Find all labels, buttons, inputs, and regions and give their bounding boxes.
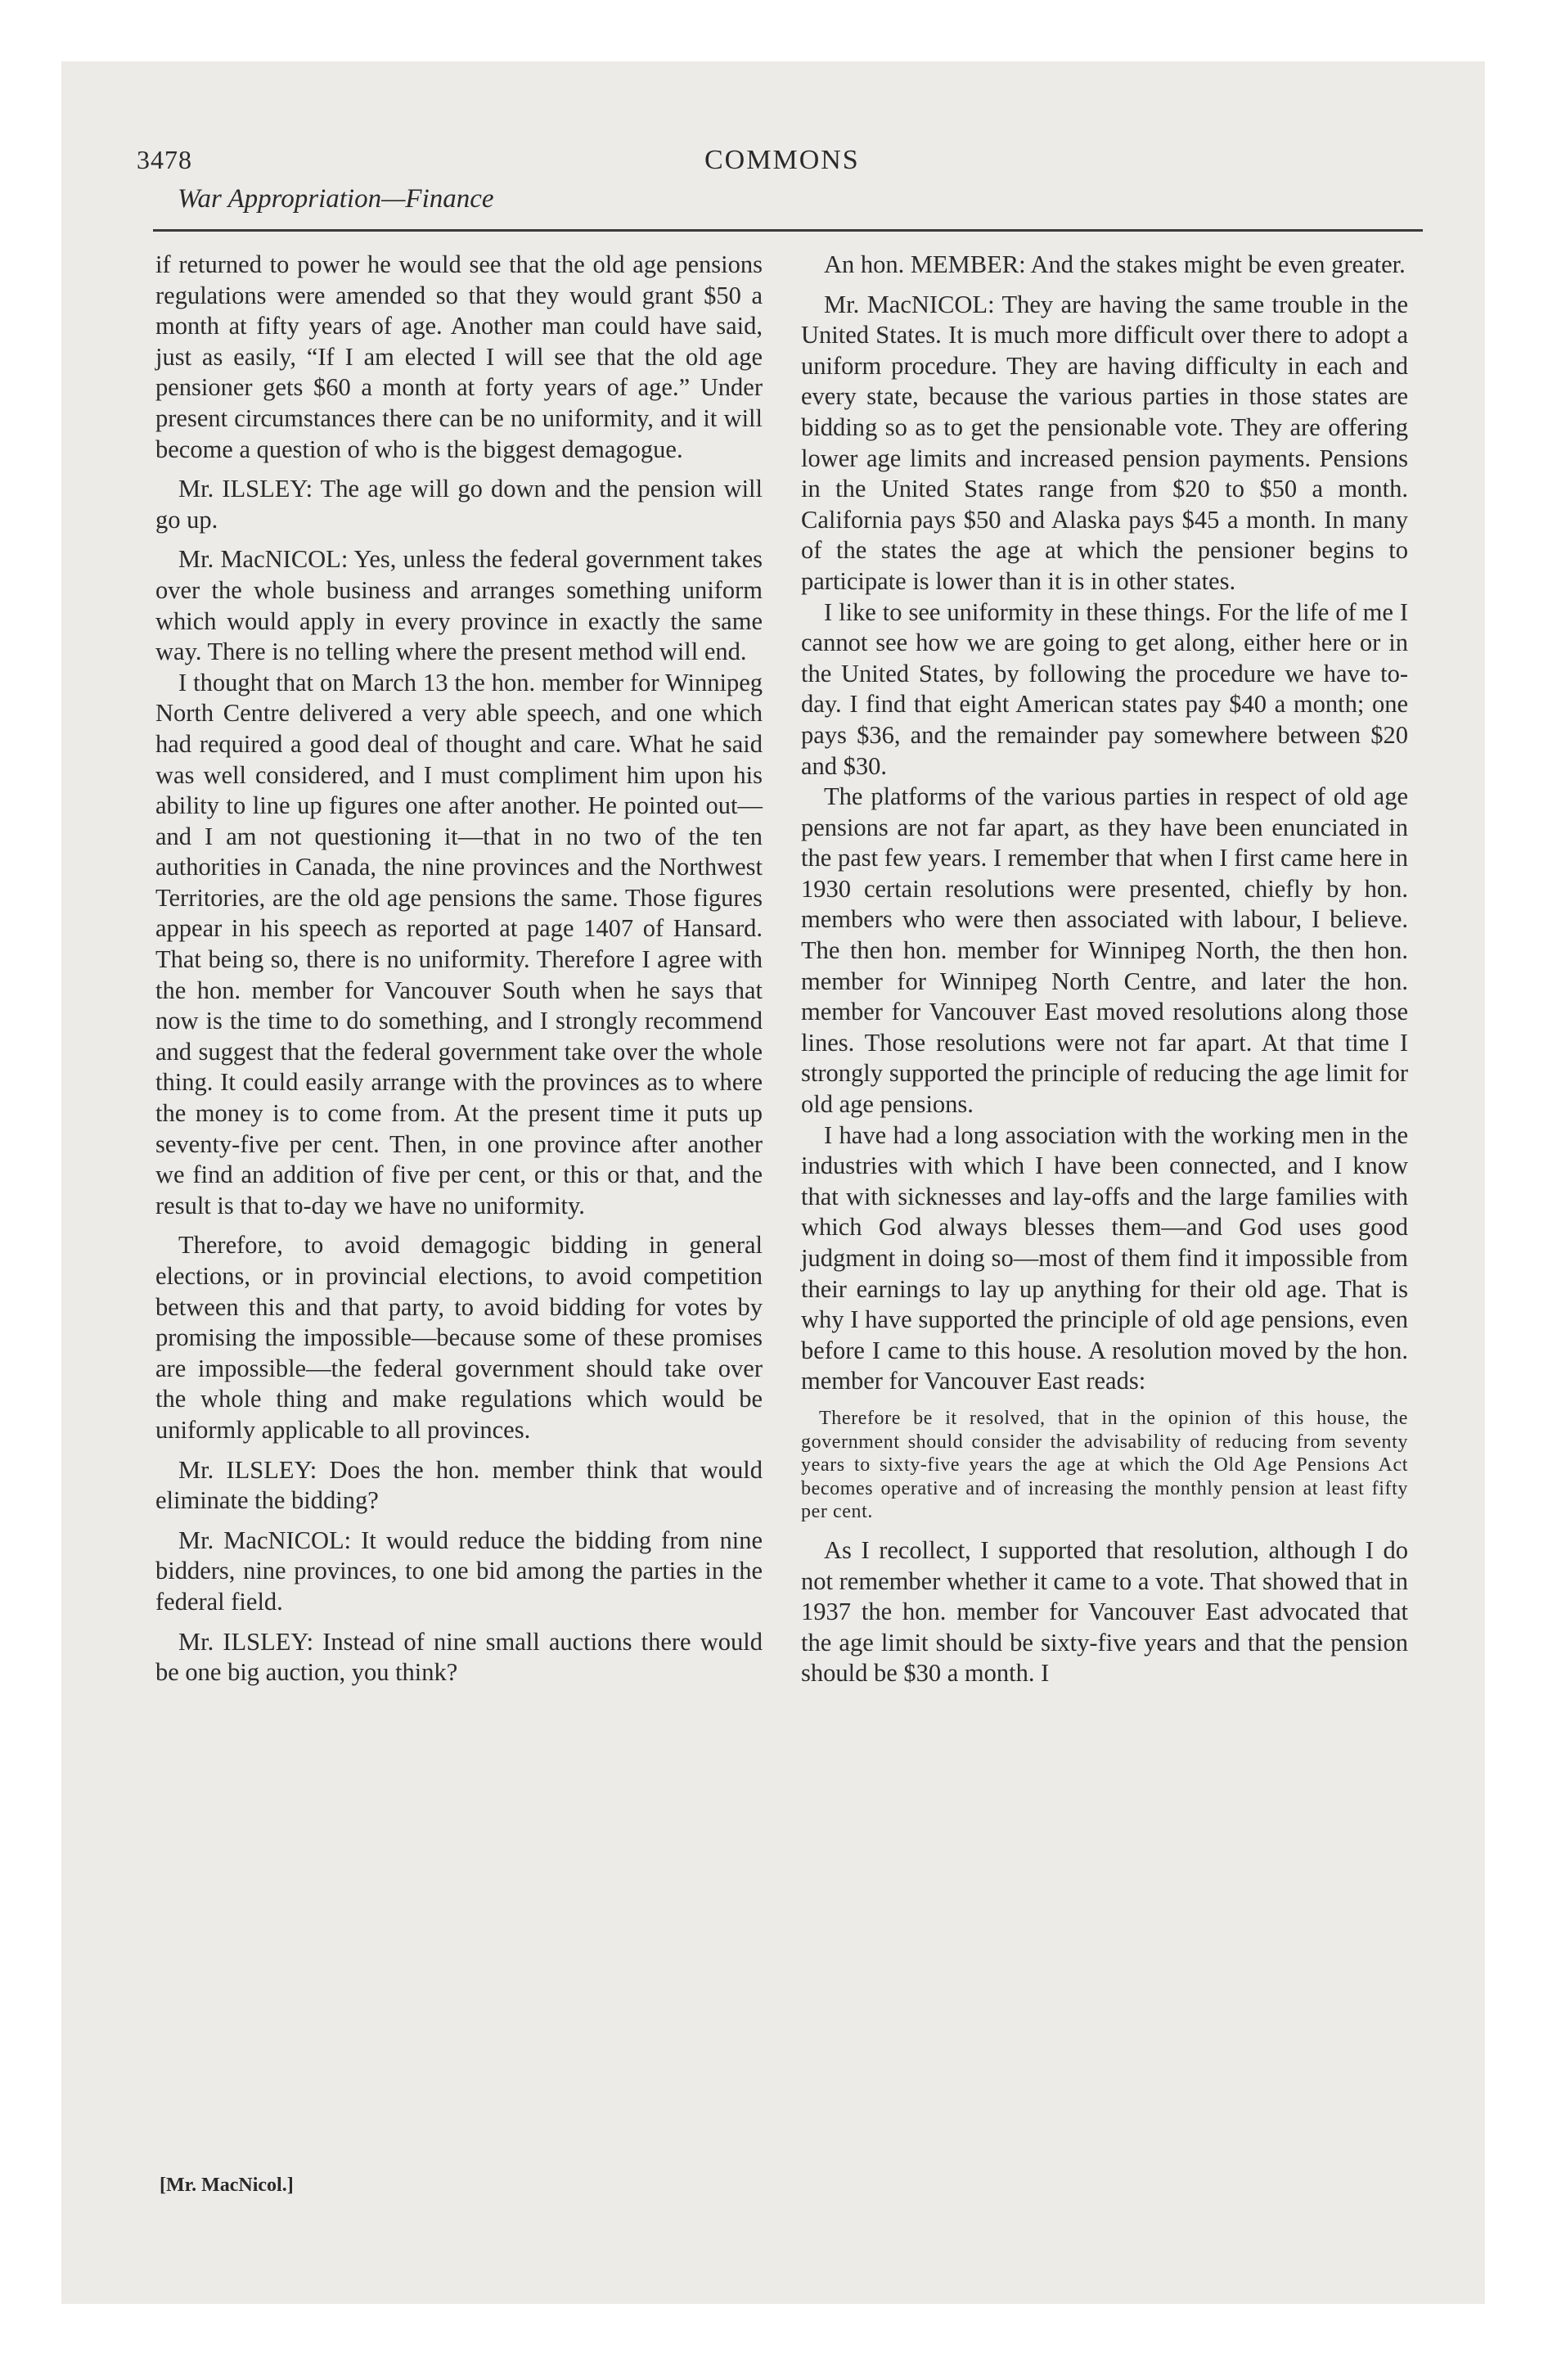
paragraph: Mr. ILSLEY: Instead of nine small auctions there would be one big auction, you think? [155, 1627, 763, 1687]
paragraph: Therefore, to avoid demagogic bidding in general elections, or in provincial elections, to avoid competition between this and that party, to avoid bidding for votes by promising the impossible—because some of these promises are impossible—the federal government should take over the whole thing and make regulations which would be uniformly applicable to all provinces. [155, 1231, 763, 1444]
document-page [61, 61, 1485, 2304]
right-column [801, 250, 1408, 1689]
paragraph: I have had a long association with the working men in the industries with which I have been connected, and I know that with sicknesses and lay-offs and the large families with which God always blesses them—and God uses good judgment in doing so—most of them find it impossible from their earnings to lay up anything for their old age. That is why I have supported the principle of old age pensions, even before I came to this house. A resolution moved by the hon. member for Vancouver East reads: [801, 1120, 1408, 1395]
paragraph: I like to see uniformity in these things. For the life of me I cannot see how we are going to get along, either here or in the United States, by following the procedure we have to-day. I find that eight American states pay $40 a month; one pays $36, and the remainder pay somewhere between $20 and $30. [801, 597, 1408, 780]
section-title: COMMONS [704, 145, 860, 175]
running-head: War Appropriation—Finance [178, 184, 494, 214]
paragraph: Mr. ILSLEY: Does the hon. member think that would eliminate the bidding? [155, 1455, 763, 1515]
paragraph: As I recollect, I supported that resolution, although I do not remember whether it came to a vote. That showed that in 1937 the hon. member for Vancouver East advocated that the age limit should be sixty-five years and that the pension should be $30 a month. I [801, 1535, 1408, 1688]
paragraph: I thought that on March 13 the hon. member for Winnipeg North Centre delivered a very able speech, and one which had required a good deal of thought and care. What he said was well considered, and I must compliment him upon his ability to line up figures one after another. He pointed out—and I am not questioning it—that in no two of the ten authorities in Canada, the nine provinces and the Northwest Territories, are the old age pensions the same. Those figures appear in his speech as reported at page 1407 of Hansard. That being so, there is no uniformity. Therefore I agree with the hon. member for Vancouver South when he says that now is the time to do something, and I strongly recommend and suggest that the federal government take over the whole thing. It could easily arrange with the provinces as to where the money is to come from. At the present time it puts up seventy-five per cent. Then, in one province after another we find an addition of five per cent, or this or that, and the result is that to-day we have no uniformity. [155, 668, 763, 1219]
paragraph: if returned to power he would see that the old age pensions regulations were amended so that they would grant $50 a month at fifty years of age. Another man could have said, just as easily, “If I am elected I will see that the old age pensioner gets $60 a month at forty years of age.” Under present circumstances there can be no uniformity, and it will become a question of who is the biggest demagogue. [155, 250, 763, 463]
page-number: 3478 [137, 145, 192, 174]
page-header [61, 61, 1485, 233]
paragraph: Mr. MacNICOL: They are having the same trouble in the United States. It is much more difficult over there to adopt a uniform procedure. They are having difficulty in each and every state, because the various parties in those states are bidding so as to get the pensionable vote. They are offering lower age limits and increased pension payments. Pensions in the United States range from $20 to $50 a month. California pays $50 and Alaska pays $45 a month. In many of the states the age at which the pensioner begins to participate is lower than it is in other states. [801, 290, 1408, 595]
speaker-reference: [Mr. MacNicol.] [160, 2175, 294, 2196]
paragraph: Mr. MacNICOL: It would reduce the bidding from nine bidders, nine provinces, to one bid among the parties in the federal field. [155, 1526, 763, 1616]
paragraph: The platforms of the various parties in respect of old age pensions are not far apart, as they have been enunciated in the past few years. I remember that when I first came here in 1930 certain resolutions were presented, chiefly by hon. members who were then associated with labour, I believe. The then hon. member for Winnipeg North, the then hon. member for Winnipeg North Centre, and later the hon. member for Vancouver East moved resolutions along those lines. Those resolutions were not far apart. At that time I strongly supported the principle of reducing the age limit for old age pensions. [801, 782, 1408, 1119]
quoted-resolution: Therefore be it resolved, that in the opinion of this house, the government should consider the advisability of reducing from seventy years to sixty-five years the age at which the Old Age Pensions Act becomes operative and of increasing the monthly pension at least fifty per cent. [801, 1407, 1408, 1523]
header-rule [153, 229, 1423, 232]
left-column [155, 250, 763, 1688]
paragraph: Mr. ILSLEY: The age will go down and the pension will go up. [155, 475, 763, 534]
paragraph: Mr. MacNICOL: Yes, unless the federal government takes over the whole business and arranges something uniform which would apply in every province in exactly the same way. There is no telling where the present method will end. [155, 545, 763, 666]
paragraph: An hon. MEMBER: And the stakes might be even greater. [824, 250, 1406, 278]
